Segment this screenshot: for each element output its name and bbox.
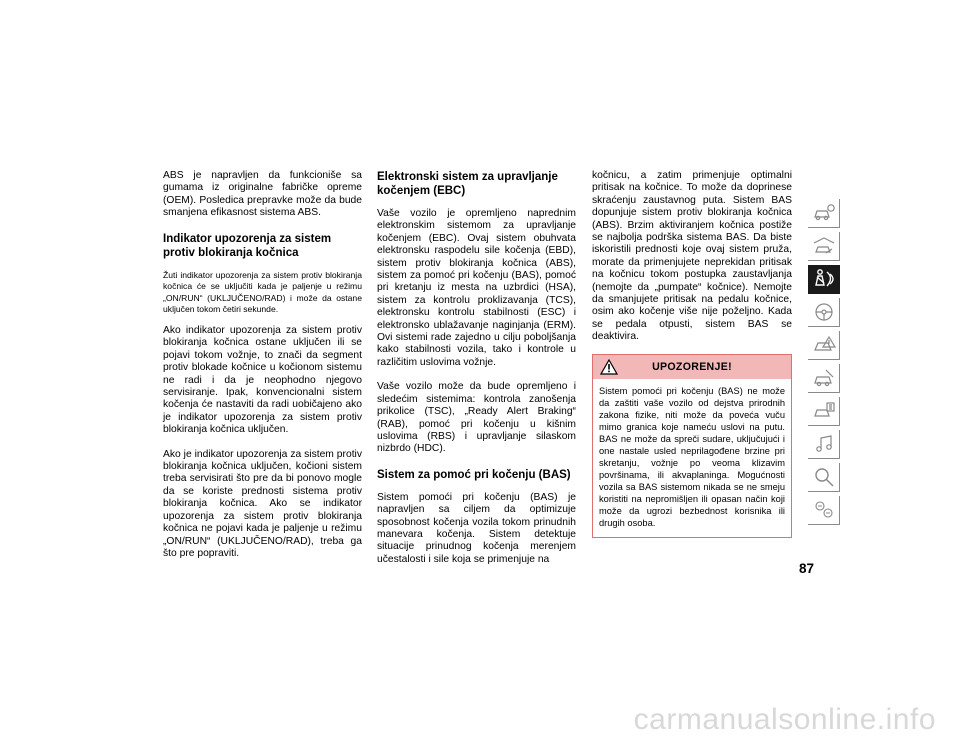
tab-driving[interactable] (808, 298, 840, 327)
section-heading: Sistem za pomoć pri kočenju (BAS) (377, 468, 571, 481)
warning-text: Sistem pomoći pri kočenju (BAS) ne može da zaštiti vaše vozilo od dejstva prirodnih zakona fizike, niti može da poveća vuču mimo granica koje nameću uslovi na putu. BAS ne može da spreči sudare, uključujući i one nastale usled neprilagođene brzine pri skretanju, vožnje po veoma klizavim površinama, ili akvaplaninga. Mogućnosti vozila sa BAS sistemom nikada se ne smeju koristiti na nepromišljen ili opasan način koji može da ugrozi bezbednost korisnika ili drugih osoba. (599, 385, 785, 528)
warning-triangle-icon (600, 359, 618, 375)
section-heading: Elektronski sistem za upravljanje kočenjem (EBC) (377, 171, 558, 197)
tab-languages[interactable] (808, 496, 840, 525)
column-middle (377, 170, 576, 578)
tab-index[interactable] (808, 463, 840, 492)
paragraph-small: Žuti indikator upozorenja za sistem protiv blokiranja kočnica će se uključiti kada je paljenje u režimu „ON/RUN“ (UKLJUČENO/RAD) i može da ostane uključen tokom četiri sekunde. (163, 269, 362, 315)
tab-safety[interactable] (808, 265, 840, 294)
tab-multimedia[interactable] (808, 430, 840, 459)
tab-getting-started[interactable] (808, 232, 840, 261)
section-heading: Indikator upozorenja za sistem protiv blokiranja kočnica (163, 232, 332, 259)
column-left (163, 170, 362, 572)
car-specs-icon (812, 400, 836, 422)
paragraph: kočnicu, a zatim primenjuje optimalni pritisak na kočnice. To može da doprinese skraćenju zaustavnog puta. Sistem BAS dopunjuje sistem protiv blokiranja kočnica (ABS). Brzim aktiviranjem kočnica postiže se najbolja podrška sistema BAS. Da biste iskoristili prednosti koje ovaj sistem pruža, morate da primenjujete neprekidan pritisak na kočnicu tokom postupka zaustavljanja (nemojte da „pumpate“ kočnice). Nemojte da smanjujete pritisak na pedalu kočnice, osim ako kočenje više nije poželjno. Kada se pedala otpusti, sistem BAS se deaktivira. (592, 170, 792, 343)
paragraph: Vaše vozilo može da bude opremljeno i sledećim sistemima: kontrola zanošenja prikolice (TSC), „Ready Alert Braking“ (RAB), pomoć pri kočenju u kišnim uslovima (RBS) i upravljanje silaskom nizbrdo (HDC). (377, 381, 576, 455)
tab-service[interactable] (808, 364, 840, 393)
warning-box (592, 354, 792, 538)
paragraph: Vaše vozilo je opremljeno naprednim elektronskim sistemom za upravljanje kočenjem (EBC). Ovaj sistem obuhvata elektronsku raspodelu sile kočenja (EBD), sistem protiv blokiranja kočnica (ABS), sistem za pomoć pri kočenju (BAS), pomoć pri kretanju iz mesta na uzbrdici (HSA), sistem za kontrolu proklizavanja (TCS), elektronsku kontrolu stabilnosti (ESC) i elektronsko ublažavanje naginjanja (ERM). Ovi sistemi rade zajedno u cilju poboljšanja kako stabilnosti vozila, tako i kontrole u različitim uslovima vožnje. (377, 208, 576, 368)
warning-header (593, 355, 791, 379)
magnifier-icon (812, 466, 836, 488)
paragraph: Sistem pomoći pri kočenju (BAS) je napravljen sa ciljem da optimizuje sposobnost kočenja vozila tokom prinudnih manevara kočenja. Sistem detektuje situacije prinudnog kočenja merenjem učestalosti i sile koja se primenjuje na (377, 491, 576, 565)
car-info-icon (812, 202, 836, 224)
page-number: 87 (799, 561, 815, 576)
chapter-tabs (808, 199, 840, 529)
language-icon (812, 499, 836, 521)
seatbelt-airbag-icon (812, 268, 836, 290)
watermark: carmanualsonline.info (633, 703, 936, 736)
paragraph: Ako je indikator upozorenja za sistem protiv blokiranja kočnica uključen, kočioni sistem treba servisirati što pre da bi ponovo mogle da se koriste prednosti sistema protiv blokiranja kočnica. Ako se indikator upozorenja za sistem protiv blokiranja kočnica ne pojavi kada je paljenje u režimu „ON/RUN“ (UKLJUČENO/RAD), treba ga što pre popraviti. (163, 448, 362, 559)
car-key-icon (812, 235, 836, 257)
tab-vehicle-info[interactable] (808, 199, 840, 228)
steering-wheel-icon (812, 301, 836, 323)
tab-specifications[interactable] (808, 397, 840, 426)
car-warning-icon (812, 334, 836, 356)
paragraph: Ako indikator upozorenja za sistem protiv blokiranja kočnica ostane uključen ili se pojavi tokom vožnje, to znači da segment protiv blokade kočnice u kočionom sistemu ne radi i da je neophodno njegovo servisiranje. Ipak, konvencionalni sistem kočenja će nastaviti da radi uobičajeno ako je indikator upozorenja za sistem protiv blokiranja kočnica uključen. (163, 325, 362, 436)
warning-title: UPOZORENJE! (652, 360, 732, 373)
music-note-icon (812, 433, 836, 455)
car-service-icon (812, 367, 836, 389)
column-right (592, 170, 792, 538)
paragraph: ABS je napravljen da funkcioniše sa gumama iz originalne fabričke opreme (OEM). Posledica prepravke može da bude smanjena efikasnost sistema ABS. (163, 170, 362, 219)
tab-emergency[interactable] (808, 331, 840, 360)
